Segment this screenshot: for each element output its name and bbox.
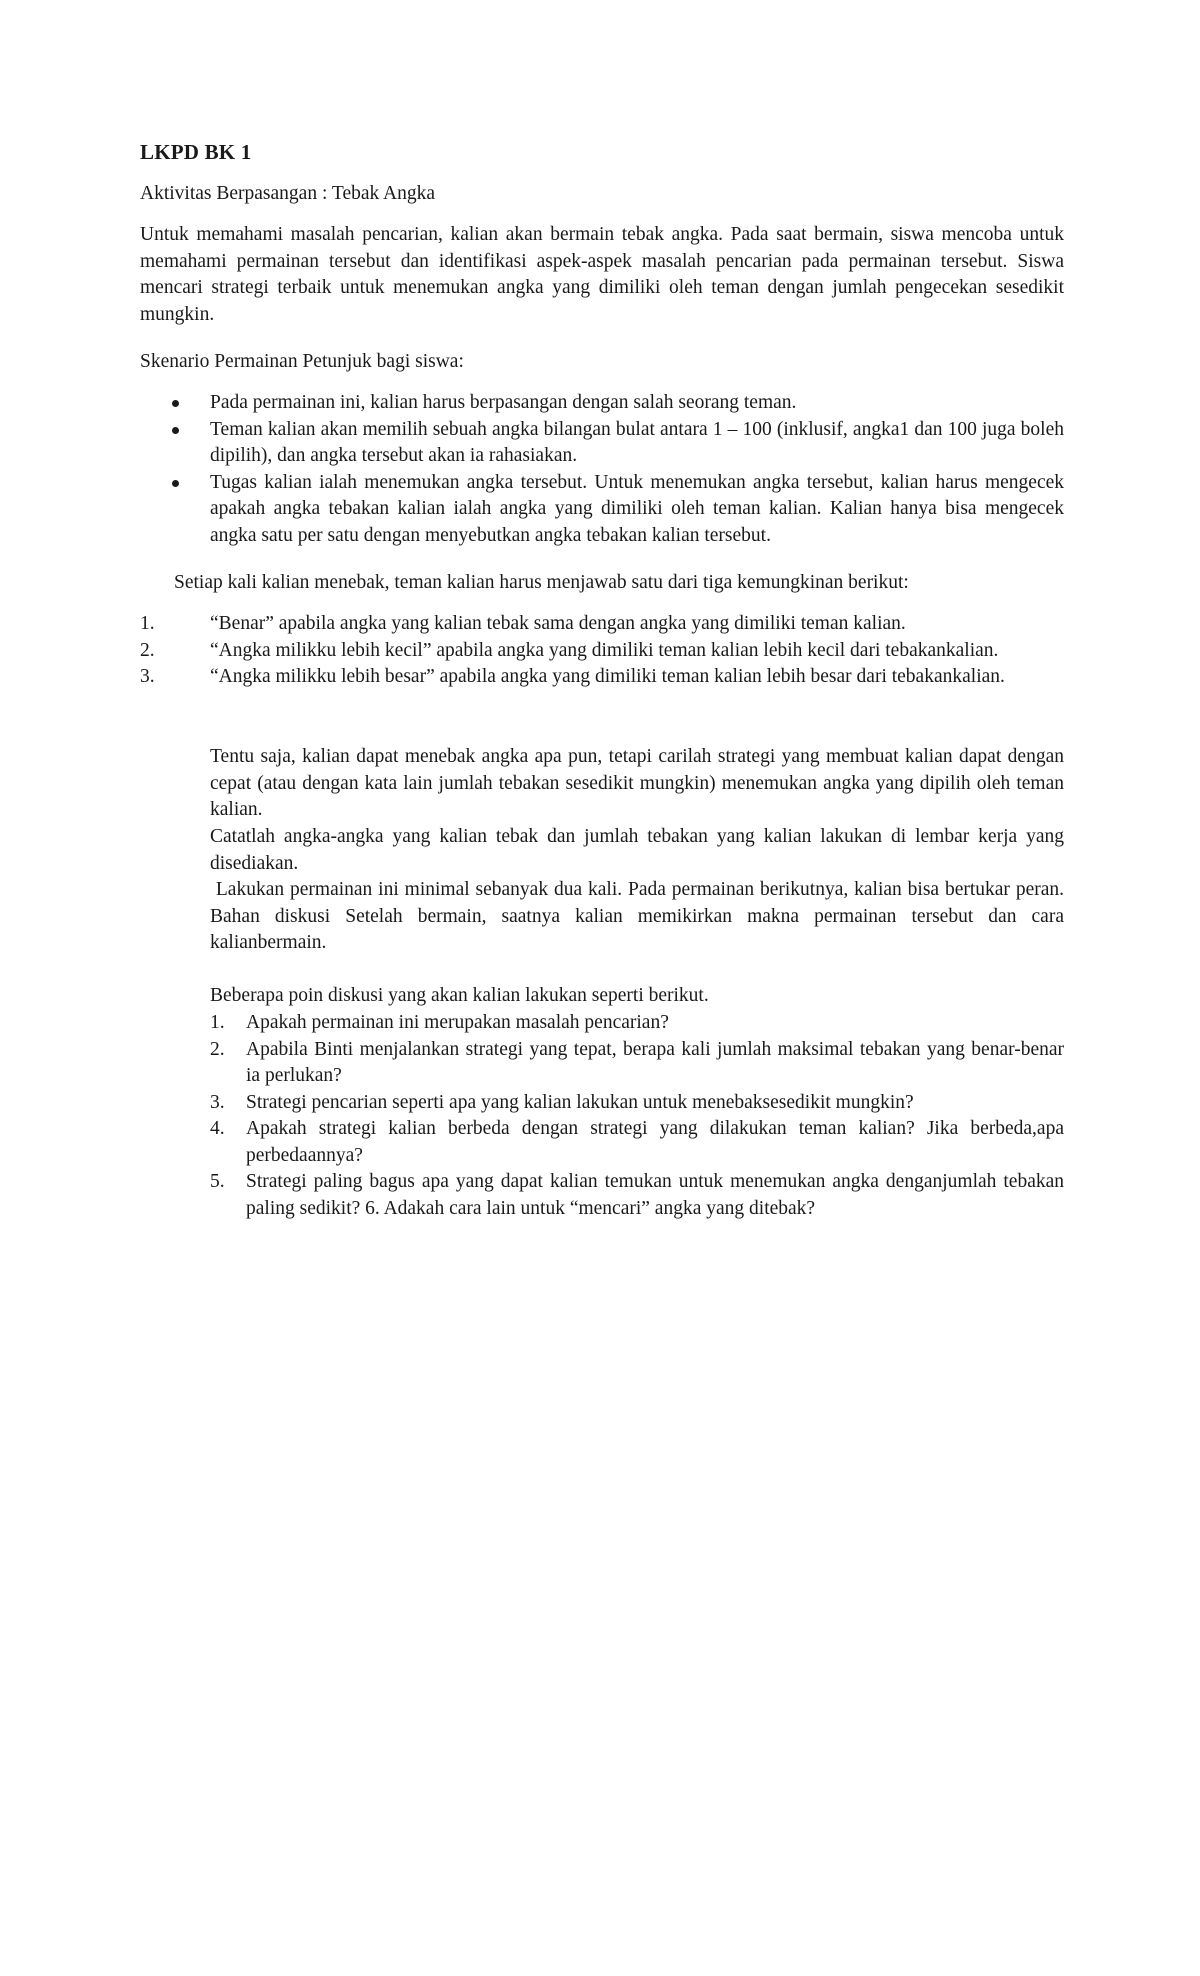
item-number: 2. <box>140 639 155 661</box>
response-item <box>140 611 1064 638</box>
item-number: 4. <box>210 1118 225 1139</box>
discussion-item <box>210 1169 1064 1222</box>
rule-intro: Setiap kali kalian menebak, teman kalian harus menjawab satu dari tiga kemungkinan berikut: <box>174 572 909 593</box>
activity-subtitle: Aktivitas Berpasangan : Tebak Angka <box>140 183 436 204</box>
bullet-text: Tugas kalian ialah menemukan angka tersebut. Untuk menemukan angka tersebut, kalian harus mengecek apakah angka tebakan kalian ialah angka yang dimiliki oleh teman kalian. Kalian hanya bisa mengecek angka satu per satu dengan menyebutkan angka tebakan kalian tersebut. <box>210 471 1064 546</box>
record-paragraph: Catatlah angka-angka yang kalian tebak dan jumlah tebakan yang kalian lakukan di lembar kerja yang disediakan. <box>210 826 1064 874</box>
item-number: 1. <box>210 1012 225 1033</box>
discussion-text: Apakah permainan ini merupakan masalah pencarian? <box>246 1012 669 1033</box>
discussion-item <box>210 1010 1064 1037</box>
bullet-icon <box>172 427 179 434</box>
document-title: LKPD BK 1 <box>140 140 252 164</box>
response-text: “Benar” apabila angka yang kalian tebak sama dengan angka yang dimiliki teman kalian. <box>210 613 906 634</box>
discussion-text: Apakah strategi kalian berbeda dengan strategi yang dilakukan teman kalian? Jika berbeda,apa perbedaannya? <box>246 1118 1064 1166</box>
strategy-paragraph: Tentu saja, kalian dapat menebak angka apa pun, tetapi carilah strategi yang membuat kalian dapat dengan cepat (atau dengan kata lain jumlah tebakan sesedikit mungkin) menemukan angka yang dipilih oleh teman kalian. <box>210 746 1064 820</box>
intro-paragraph: Untuk memahami masalah pencarian, kalian akan bermain tebak angka. Pada saat bermain, siswa mencoba untuk memahami permainan tersebut dan identifikasi aspek-aspek masalah pencarian pada permainan tersebut. Siswa mencari strategi terbaik untuk menemukan angka yang dimiliki oleh teman dengan jumlah pengecekan sesedikit mungkin. <box>140 224 1064 325</box>
discussion-text: Apabila Binti menjalankan strategi yang tepat, berapa kali jumlah maksimal tebakan yang benar-benar ia perlukan? <box>246 1038 1064 1086</box>
discussion-text: Strategi pencarian seperti apa yang kalian lakukan untuk menebaksesedikit mungkin? <box>246 1091 914 1113</box>
bullet-icon <box>172 400 179 407</box>
bullet-text: Pada permainan ini, kalian harus berpasangan dengan salah seorang teman. <box>210 392 797 413</box>
discussion-intro: Beberapa poin diskusi yang akan kalian lakukan seperti berikut. <box>210 985 709 1006</box>
bullet-text: Teman kalian akan memilih sebuah angka bilangan bulat antara 1 – 100 (inklusif, angka1 dan 100 juga boleh dipilih), dan angka tersebut akan ia rahasiakan. <box>210 418 1064 466</box>
response-list <box>140 611 1064 691</box>
item-number: 5. <box>210 1171 225 1192</box>
item-number: 3. <box>210 1091 225 1113</box>
discussion-item <box>210 1037 1064 1090</box>
bullet-icon <box>172 480 179 487</box>
scenario-label: Skenario Permainan Petunjuk bagi siswa: <box>140 351 464 372</box>
response-item <box>140 638 1064 665</box>
response-text: “Angka milikku lebih kecil” apabila angka yang dimiliki teman kalian lebih kecil dari tebakankalian. <box>210 639 999 661</box>
response-item <box>140 664 1064 691</box>
bullet-item <box>140 470 1064 550</box>
response-text: “Angka milikku lebih besar” apabila angka yang dimiliki teman kalian lebih besar dari tebakankalian. <box>210 666 1005 687</box>
bullet-item <box>140 417 1064 470</box>
discussion-text: Strategi paling bagus apa yang dapat kalian temukan untuk menemukan angka denganjumlah tebakan paling sedikit? 6. Adakah cara lain untuk “mencari” angka yang ditebak? <box>246 1171 1064 1219</box>
discussion-item <box>210 1090 1064 1117</box>
repeat-paragraph: Lakukan permainan ini minimal sebanyak dua kali. Pada permainan berikutnya, kalian bisa bertukar peran. Bahan diskusi Setelah bermain, saatnya kalian memikirkan makna permainan tersebut dan cara kalianbermain. <box>210 879 1069 953</box>
scenario-bullet-list <box>140 390 1064 549</box>
item-number: 2. <box>210 1038 225 1060</box>
bullet-item <box>140 390 1064 417</box>
discussion-list <box>210 1010 1064 1222</box>
item-number: 3. <box>140 666 155 687</box>
item-number: 1. <box>140 613 155 634</box>
discussion-item <box>210 1116 1064 1169</box>
